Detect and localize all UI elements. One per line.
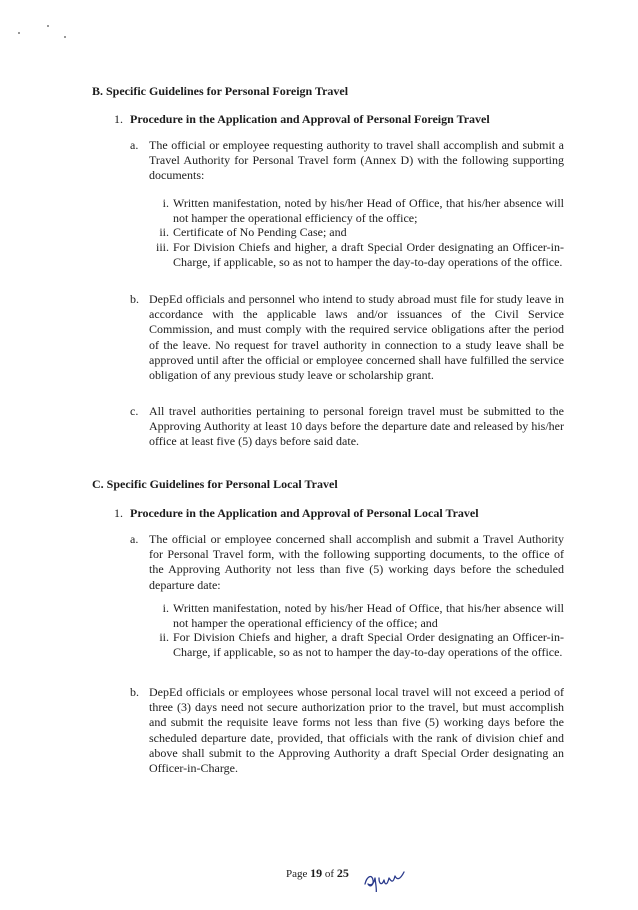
of-word: of — [324, 868, 335, 880]
page-number-footer — [286, 866, 349, 881]
item-text: DepEd officials or employees whose personal local travel will not exceed a period of three (3) days need not secure authorization prior to the travel, but must accomplish and submit the requisite leave forms not less than five (5) working days before the scheduled departure date, provided, that officials with the rank of division chief and above shall submit to the Approving Authority a draft Special Order designating an Officer-in-Charge. — [149, 685, 564, 776]
item-label: i. — [162, 196, 169, 210]
list-item-c1a-ii — [146, 630, 564, 660]
item-text: For Division Chiefs and higher, a draft Special Order designating an Officer-in-Charge, if applicable, so as not to hamper the day-to-day operations of the office. — [173, 630, 564, 660]
list-item-b1a-ii — [146, 225, 564, 240]
scan-speck — [64, 36, 66, 38]
list-item-c1a-i — [146, 601, 564, 631]
item-label: b. — [130, 292, 139, 306]
paragraph-c1a — [130, 532, 564, 593]
item-label: i. — [162, 601, 169, 615]
item-label: iii. — [155, 240, 169, 254]
item-text: The official or employee concerned shall accomplish and submit a Travel Authority for Personal Travel form, with the following supporting documents, to the office of the Approving Authority not less than five (5) working days before the scheduled departure date: — [149, 532, 564, 592]
subsection-number: 1. — [114, 506, 123, 520]
paragraph-c1b — [130, 685, 564, 776]
subsection-title: Procedure in the Application and Approval of Personal Local Travel — [130, 506, 479, 520]
list-item-b1a-iii — [146, 240, 564, 270]
item-text: DepEd officials and personnel who intend to study abroad must file for study leave in accordance with the applicable laws and/or issuances of the Civil Service Commission, and must comply with the required service obligations after the period of the leave. No request for travel authority in connection to a study leave shall be approved until after the official or employee concerned shall have fulfilled the service obligation of any previous study leave or scholarship grant. — [149, 292, 564, 383]
list-item-b1a-i — [146, 196, 564, 226]
subsection-heading-c1 — [114, 506, 479, 521]
item-label: ii. — [159, 630, 169, 644]
item-text: All travel authorities pertaining to personal foreign travel must be submitted to the Approving Authority at least 10 days before the departure date and released by his/her office at least five (5) days before said date. — [149, 404, 564, 449]
item-label: b. — [130, 685, 139, 699]
page-number: 19 — [310, 866, 323, 880]
item-text: The official or employee requesting authority to travel shall accomplish and submit a Travel Authority for Personal Travel form (Annex D) with the following supporting documents: — [149, 138, 564, 183]
section-heading-c: C. Specific Guidelines for Personal Local Travel — [92, 477, 338, 491]
item-label: c. — [130, 404, 139, 418]
subsection-number: 1. — [114, 112, 123, 126]
item-text: Certificate of No Pending Case; and — [173, 225, 347, 239]
page-total: 25 — [336, 866, 349, 880]
subsection-heading-b1 — [114, 112, 490, 127]
handwritten-initials-signature — [362, 864, 412, 892]
item-text: Written manifestation, noted by his/her Head of Office, that his/her absence will not hamper the operational efficiency of the office; — [173, 196, 564, 226]
item-label: ii. — [159, 225, 169, 239]
item-text: Written manifestation, noted by his/her Head of Office, that his/her absence will not hamper the operational efficiency of the office; and — [173, 601, 564, 631]
section-heading-b: B. Specific Guidelines for Personal Foreign Travel — [92, 84, 349, 98]
item-label: a. — [130, 532, 139, 546]
scan-speck — [47, 25, 49, 27]
page-word: Page — [286, 868, 308, 880]
paragraph-b1a — [130, 138, 564, 184]
subsection-title: Procedure in the Application and Approval of Personal Foreign Travel — [130, 112, 490, 126]
paragraph-b1b — [130, 292, 564, 383]
item-text: For Division Chiefs and higher, a draft Special Order designating an Officer-in-Charge, if applicable, so as not to hamper the day-to-day operations of the office. — [173, 240, 564, 270]
item-label: a. — [130, 138, 139, 152]
paragraph-b1c — [130, 404, 564, 450]
scan-speck — [18, 32, 20, 34]
